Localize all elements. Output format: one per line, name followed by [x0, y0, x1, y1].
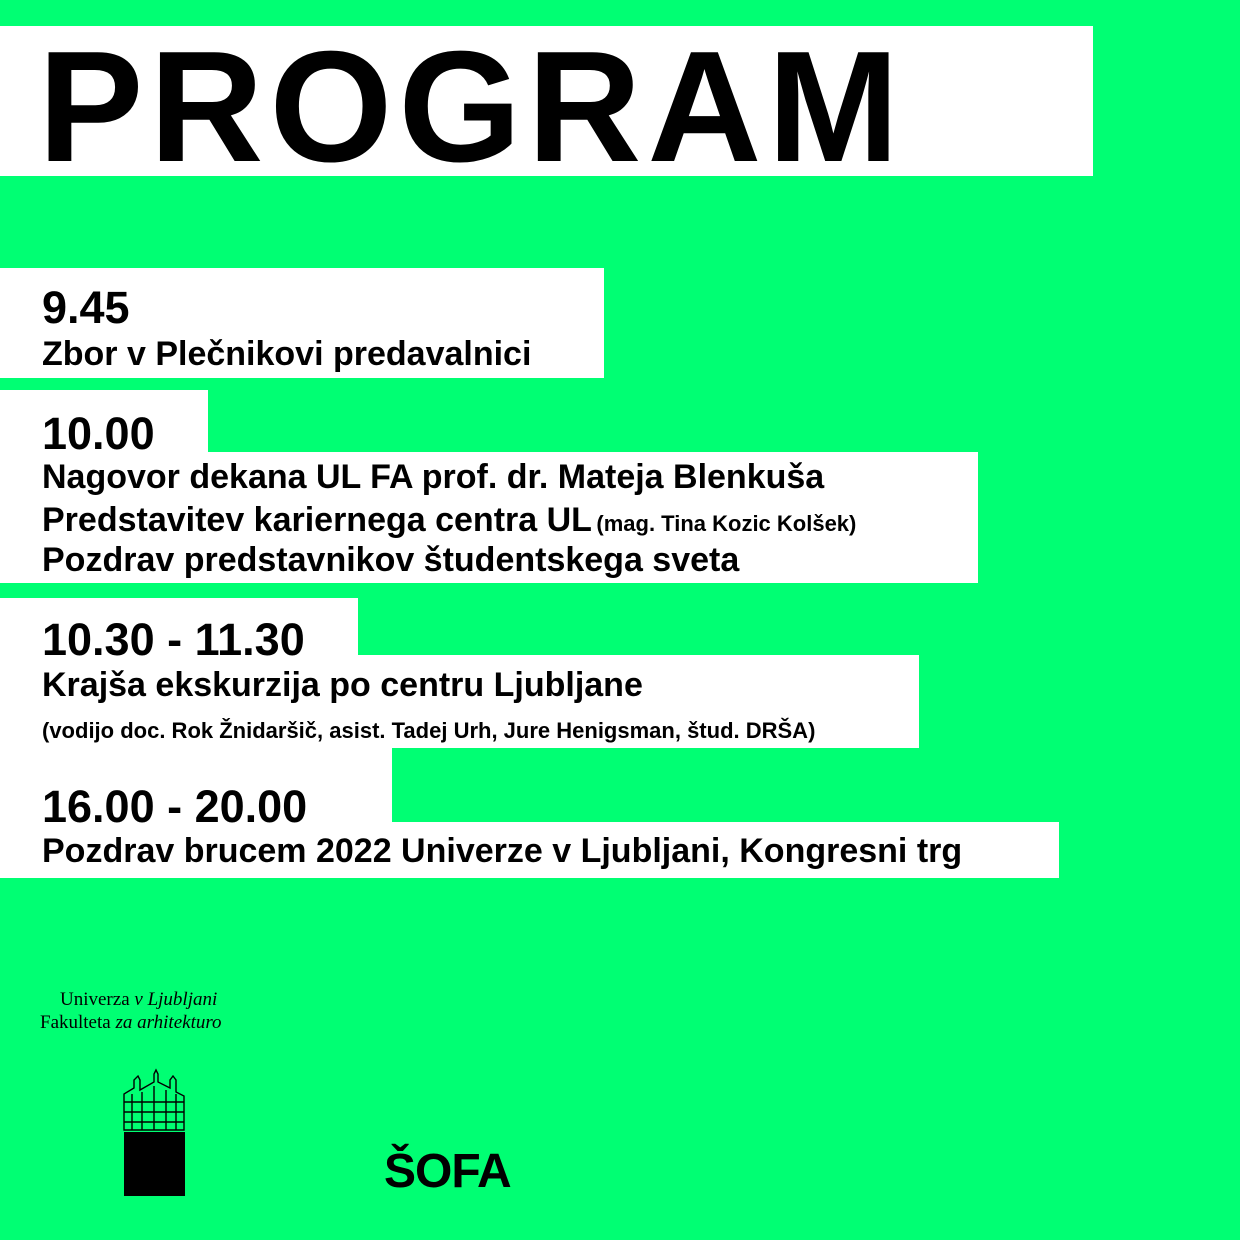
item-1000-line2: [42, 503, 856, 537]
item-1000-line2-note: (mag. Tina Kozic Kolšek): [596, 511, 857, 536]
item-1600-desc: Pozdrav brucem 2022 Univerze v Ljubljani, Kongresni trg: [42, 832, 963, 870]
page-title: PROGRAM: [38, 19, 906, 195]
time-1000: 10.00: [42, 408, 155, 459]
item-1030-note: (vodijo doc. Rok Žnidaršič, asist. Tadej Urh, Jure Henigsman, štud. DRŠA): [42, 718, 816, 743]
sofa-logo: ŠOFA: [384, 1145, 511, 1198]
time-945: 9.45: [42, 282, 130, 333]
castle-logo-icon: [120, 1068, 188, 1198]
time-1600: 16.00 - 20.00: [42, 781, 308, 832]
item-1000-line1: Nagovor dekana UL FA prof. dr. Mateja Blenkuša: [42, 458, 825, 496]
university-name: Univerza v Ljubljani: [60, 989, 218, 1010]
item-1000-line3: Pozdrav predstavnikov študentskega sveta: [42, 541, 740, 579]
item-945-desc: Zbor v Plečnikovi predavalnici: [42, 335, 532, 373]
faculty-name: Fakulteta za arhitekturo: [40, 1012, 222, 1033]
time-1030: 10.30 - 11.30: [42, 614, 305, 665]
university-logo-text: [40, 988, 222, 1034]
item-1030-desc: Krajša ekskurzija po centru Ljubljane: [42, 666, 643, 704]
item-1000-line2-text: Predstavitev kariernega centra UL: [42, 501, 592, 539]
